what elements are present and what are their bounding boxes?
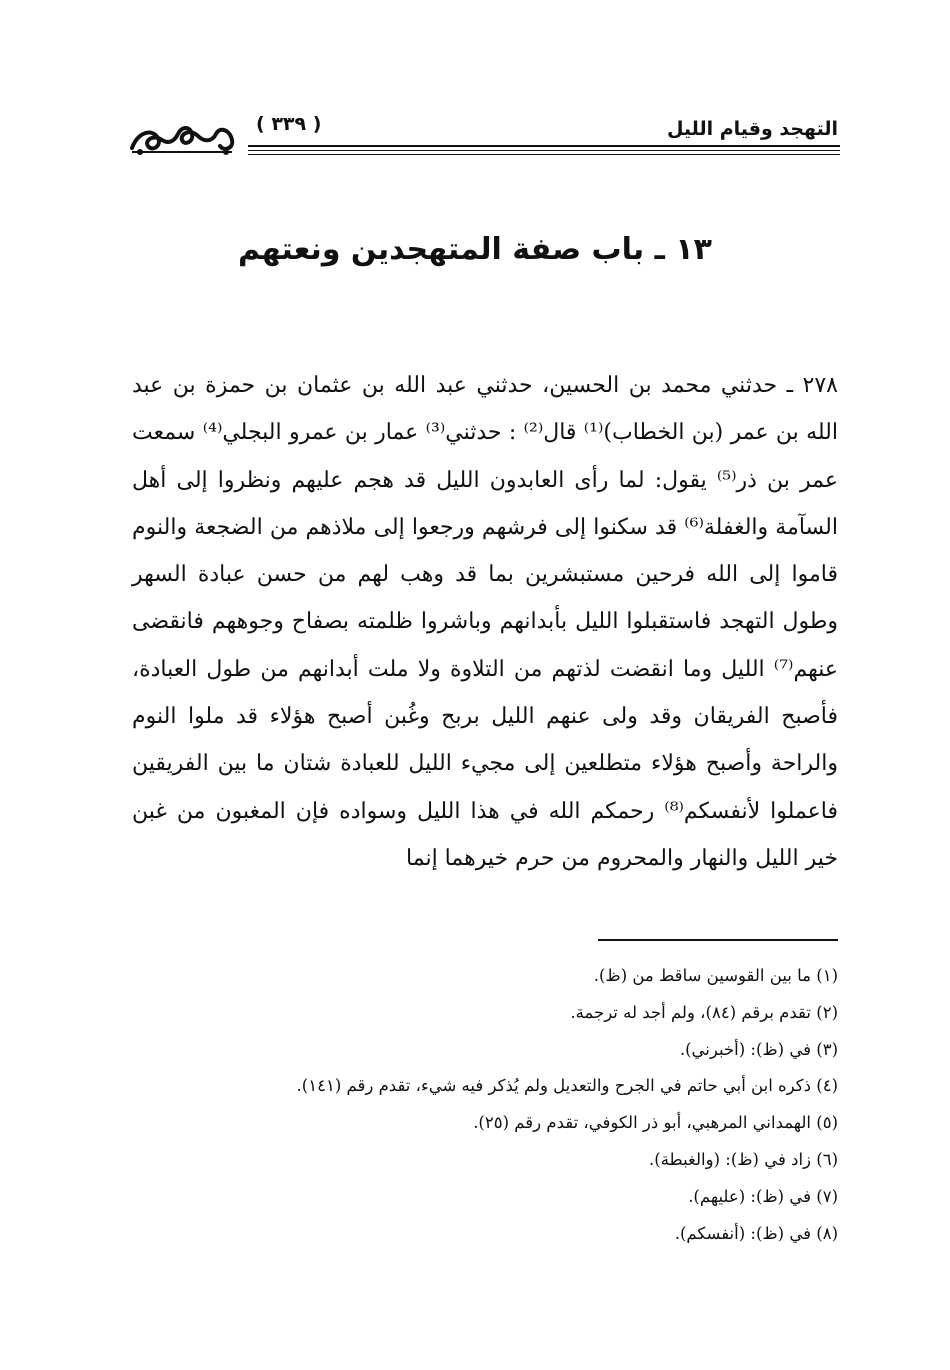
footnote: (٧) في (ظ): (عليهم). xyxy=(688,1186,838,1206)
footnote: (١) ما بين القوسين ساقط من (ظ). xyxy=(593,966,838,985)
page-number: ( ٣٣٩ ) xyxy=(256,113,322,135)
hadith-paragraph: حدثني محمد بن الحسين، حدثني عبد الله بن عثمان بن حمزة بن عبد الله بن عمر (بن الخطاب)⁽¹⁾ قال⁽²⁾ : حدثني⁽³⁾ عمار بن عمرو البجلي⁽⁴⁾ سمعت عمر بن ذر⁽⁵⁾ يقول: لما رأى العابدون الليل قد هجم عليهم ونظروا إلى أهل السآمة والغفلة⁽⁶⁾ قد سكنوا إلى فرشهم ورجعوا إلى ملاذهم من الضجعة والنوم قاموا إلى الله فرحين مستبشرين بما قد وهب لهم من حسن عبادة السهر وطول التهجد فاستقبلوا الليل بأبدانهم وباشروا ظلمته بصفاح وجوههم فانقضى عنهم⁽⁷⁾ الليل وما انقضت لذتهم من التلاوة ولا ملت أبدانهم من طول العبادة، فأصبح الفريقان وقد ولى عنهم الليل بربح وغُبن أصبح هؤلاء قد ملوا النوم والراحة وأصبح هؤلاء متطلعين إلى مجيء الليل للعبادة شتان ما بين الفريقين فاعملوا لأنفسكم⁽⁸⁾ رحمكم الله في هذا الليل وسواده فإن المغبون من غبن خير الليل والنهار والمحروم من حرم خيرهما إنما xyxy=(132,373,839,871)
ornament-icon xyxy=(128,118,236,158)
footnote: (٤) ذكره ابن أبي حاتم في الجرح والتعديل ولم يُذكر فيه شيء، تقدم رقم (١٤١). xyxy=(296,1076,838,1096)
footnote: (٣) في (ظ): (أخبرني). xyxy=(679,1039,838,1059)
footnote: (٦) زاد في (ظ): (والغبطة). xyxy=(649,1149,838,1169)
footnote-separator xyxy=(598,939,838,941)
header-rule xyxy=(248,145,840,155)
hadith-number: ٢٧٨ ـ xyxy=(786,373,838,398)
footnote: (٢) تقدم برقم (٨٤)، ولم أجد له ترجمة. xyxy=(570,1002,838,1022)
footnote: (٨) في (ظ): (أنفسكم). xyxy=(674,1223,838,1243)
chapter-heading: ١٣ ـ باب صفة المتهجدين ونعتهم xyxy=(238,232,712,267)
hadith-text xyxy=(132,362,838,882)
footnote: (٥) الهمداني المرهبي، أبو ذر الكوفي، تقدم رقم (٢٥). xyxy=(473,1113,838,1133)
footnotes-list xyxy=(132,958,838,1252)
running-title: التهجد وقيام الليل xyxy=(666,118,838,140)
